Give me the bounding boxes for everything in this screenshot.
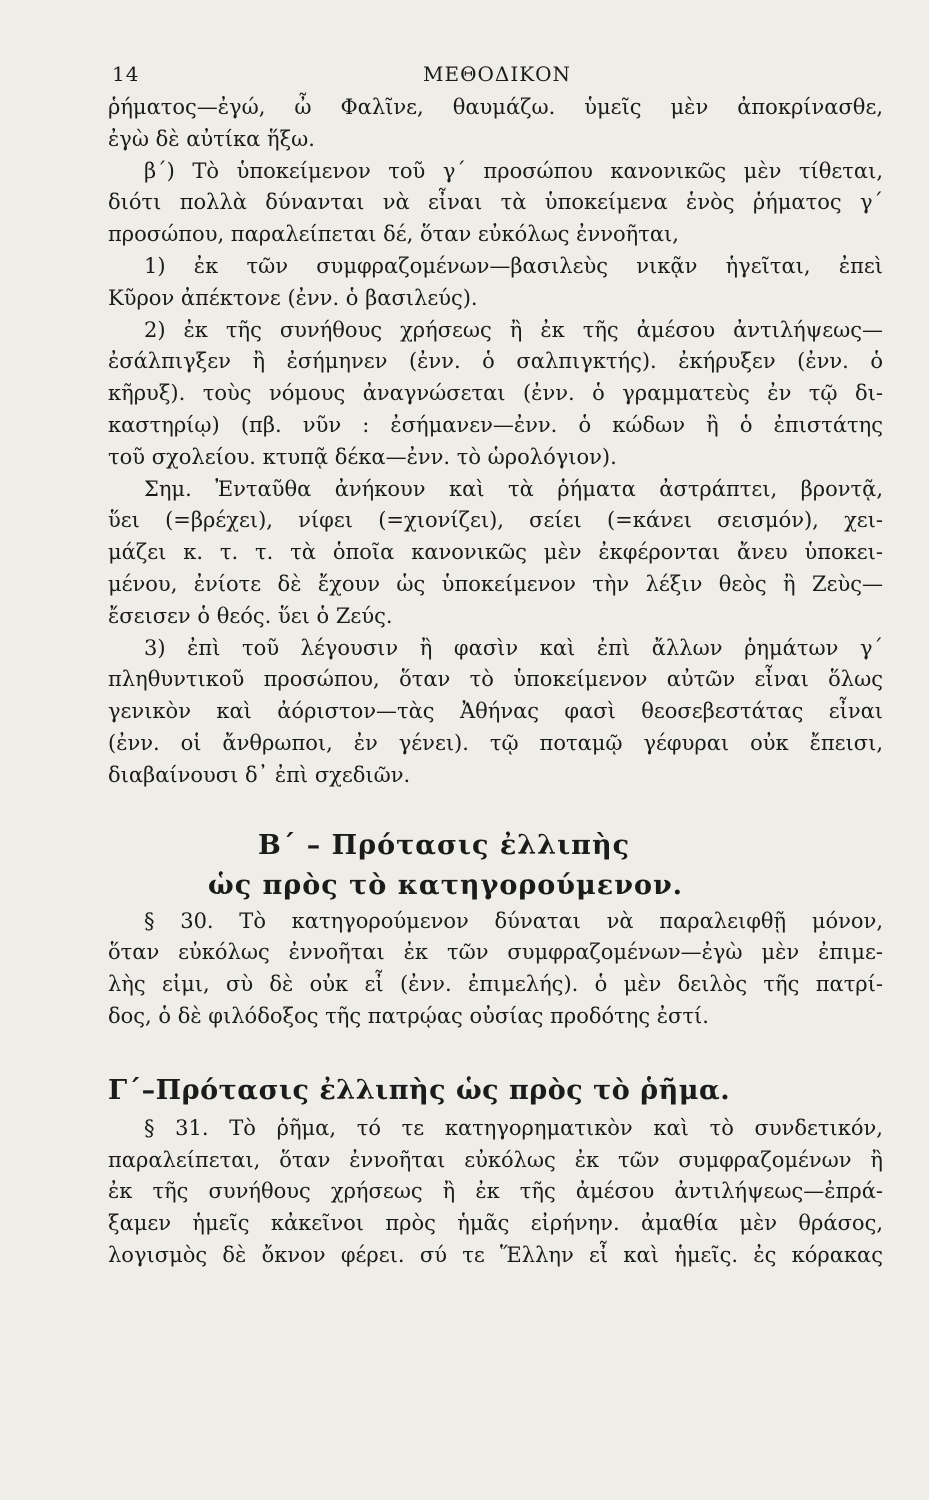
section-30 <box>108 906 883 1033</box>
section-heading-b-subline: ὡς πρὸς τὸ κατηγορούμενον. <box>208 869 684 901</box>
text-line: ἐγὼ δὲ αὐτίκα ἥξω. <box>108 126 315 151</box>
section-31 <box>108 1113 883 1272</box>
text-line: § 31. Τὸ ῥῆμα, τό τε κατηγορηματικὸν καὶ τὸ συνδετικόν, <box>144 1115 883 1140</box>
text-line: τοῦ σχολείου. κτυπᾷ δέκα—ἐνν. τὸ ὡρολόγιον). <box>108 444 617 469</box>
body-text <box>108 92 883 792</box>
text-line: 2) ἐκ τῆς συνήθους χρήσεως ἢ ἐκ τῆς ἀμέσου ἀντιλήψεως— <box>144 317 883 342</box>
text-line: ἐκ τῆς συνήθους χρήσεως ἢ ἐκ τῆς ἀμέσου ἀντιλήψεως—ἐπρά- <box>108 1179 883 1204</box>
text-line: (ἐνν. οἱ ἄνθρωποι, ἐν γένει). τῷ ποταμῷ γέφυραι οὐκ ἔπεισι, <box>108 730 883 755</box>
text-line: λογισμὸς δὲ ὄκνον φέρει. σύ τε Ἕλλην εἶ καὶ ἡμεῖς. ἐς κόρακας <box>108 1242 883 1267</box>
note-line: Σημ. Ἐνταῦθα ἀνήκουν καὶ τὰ ῥήματα ἀστράπτει, βροντᾷ, <box>144 476 883 501</box>
page-number: 14 <box>112 62 140 86</box>
text-line: ὅταν εὐκόλως ἐννοῆται ἐκ τῶν συμφραζομένων—ἐγὼ μὲν ἐπιμε- <box>108 940 883 965</box>
text-line: § 30. Τὸ κατηγορούμενον δύναται νὰ παραλειφθῇ μόνον, <box>144 908 883 933</box>
note-line: μάζει κ. τ. τ. τὰ ὁποῖα κανονικῶς μὲν ἐκφέρονται ἄνευ ὑποκει- <box>108 540 883 565</box>
text-line: διαβαίνουσι δ᾽ ἐπὶ σχεδιῶν. <box>108 762 411 787</box>
note-line: ὕει (=βρέχει), νίφει (=χιονίζει), σείει (=κάνει σεισμόν), χει- <box>108 508 883 533</box>
text-line: Κῦρον ἀπέκτονε (ἐνν. ὁ βασιλεύς). <box>108 285 478 310</box>
section-heading-g: Γ΄–Πρότασις ἐλλιπὴς ὡς πρὸς τὸ ῥῆμα. <box>108 1074 731 1106</box>
text-line: δος, ὁ δὲ φιλόδοξος τῆς πατρῴας οὐσίας προδότης ἐστί. <box>108 1003 709 1028</box>
text-line: ἐσάλπιγξεν ἢ ἐσήμηνεν (ἐνν. ὁ σαλπιγκτής). ἐκήρυξεν (ἐνν. ὁ <box>108 349 883 374</box>
text-line: κῆρυξ). τοὺς νόμους ἀναγνώσεται (ἐνν. ὁ γραμματεὺς ἐν τῷ δι- <box>108 381 883 406</box>
note-line: ἔσεισεν ὁ θεός. ὕει ὁ Ζεύς. <box>108 603 393 628</box>
text-line: 1) ἐκ τῶν συμφραζομένων—βασιλεὺς νικᾷν ἡγεῖται, ἐπεὶ <box>144 253 883 278</box>
note-line: μένου, ἐνίοτε δὲ ἔχουν ὡς ὑποκείμενον τὴν λέξιν θεὸς ἢ Ζεὺς— <box>108 571 883 596</box>
text-line: 3) ἐπὶ τοῦ λέγουσιν ἢ φασὶν καὶ ἐπὶ ἄλλων ῥημάτων γ΄ <box>144 635 883 660</box>
text-line: πληθυντικοῦ προσώπου, ὅταν τὸ ὑποκείμενον αὐτῶν εἶναι ὅλως <box>108 667 883 692</box>
text-line: γενικὸν καὶ ἀόριστον—τὰς Ἀθήνας φασὶ θεοσεβεστάτας εἶναι <box>108 699 883 724</box>
text-line: β΄) Τὸ ὑποκείμενον τοῦ γ΄ προσώπου κανονικῶς μὲν τίθεται, <box>144 158 883 183</box>
running-head <box>108 52 883 92</box>
text-line: ξαμεν ἡμεῖς κἀκεῖνοι πρὸς ἡμᾶς εἰρήνην. ἀμαθία μὲν θράσος, <box>108 1211 883 1236</box>
text-line: καστηρίῳ) (πβ. νῦν : ἐσήμανεν—ἐνν. ὁ κώδων ἢ ὁ ἐπιστάτης <box>108 412 883 437</box>
text-line: προσώπου, παραλείπεται δέ, ὅταν εὐκόλως ἐννοῆται, <box>108 222 679 247</box>
text-line: λὴς εἰμι, σὺ δὲ οὐκ εἶ (ἐνν. ἐπιμελής). ὁ μὲν δειλὸς τῆς πατρί- <box>108 972 883 997</box>
section-heading-b: Β΄ – Πρότασις ἐλλιπὴς <box>258 829 631 861</box>
text-line: διότι πολλὰ δύνανται νὰ εἶναι τὰ ὑποκείμενα ἑνὸς ῥήματος γ΄ <box>108 190 883 215</box>
running-title: ΜΕΘΟΔΙΚΟΝ <box>423 62 572 86</box>
text-line: παραλείπεται, ὅταν ἐννοῆται εὐκόλως ἐκ τῶν συμφραζομένων ἢ <box>108 1147 883 1172</box>
text-line: ῥήματος—ἐγώ, ὦ Φαλῖνε, θαυμάζω. ὑμεῖς μὲν ἀποκρίνασθε, <box>108 95 883 119</box>
